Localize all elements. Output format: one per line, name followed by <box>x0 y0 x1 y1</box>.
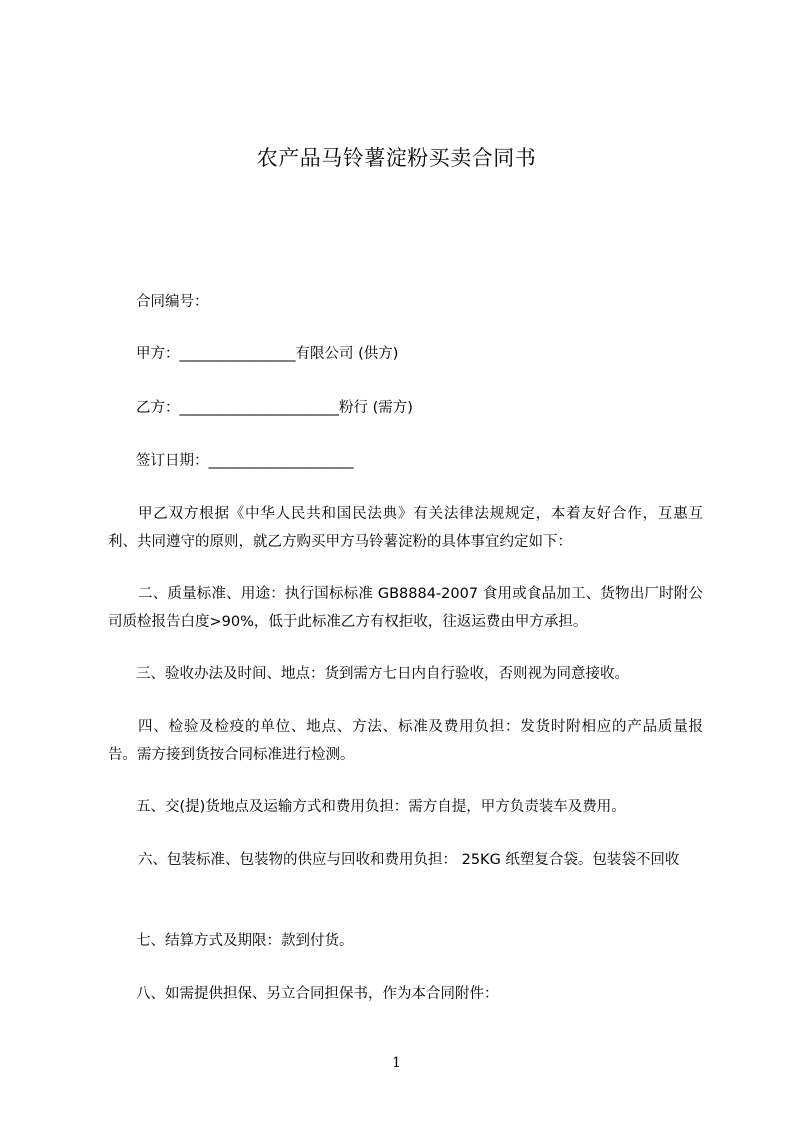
clause-delivery: 五、交(提)货地点及运输方式和费用负担：需方自提，甲方负责装车及费用。 <box>136 799 626 815</box>
contract-number-line: 合同编号： <box>136 294 209 310</box>
clause-settlement: 七、结算方式及期限：款到付货。 <box>136 933 354 949</box>
clause-quality-standard: 二、质量标准、用途：执行国标标准 GB8884-2007 食用或食品加工、货物出厂时附公司质检报告白度>90%，低于此标准乙方有权拒收，往返运费由甲方承担。 <box>108 586 703 630</box>
party-a-line: 甲方：________________有限公司 (供方) <box>136 346 399 362</box>
clause-inspection: 四、检验及检疫的单位、地点、方法、标准及费用负担：发货时附相应的产品质量报告。需方接到货按合同标准进行检测。 <box>108 719 703 763</box>
clause-acceptance: 三、验收办法及时间、地点：货到需方七日内自行验收，否则视为同意接收。 <box>136 666 629 682</box>
document-title: 农产品马铃薯淀粉买卖合同书 <box>256 146 537 170</box>
clause-packaging: 六、包装标准、包装物的供应与回收和费用负担： 25KG 纸塑复合袋。包装袋不回收 <box>138 852 680 868</box>
sign-date-line: 签订日期：____________________ <box>136 453 354 469</box>
clause-guarantee: 八、如需提供担保、另立合同担保书，作为本合同附件： <box>136 986 499 1002</box>
page-number: 1 <box>392 1055 401 1071</box>
party-b-line: 乙方：______________________粉行 (需方) <box>136 400 413 416</box>
intro-paragraph: 甲乙双方根据《中华人民共和国民法典》有关法律法规规定，本着友好合作，互惠互利、共同遵守的原则，就乙方购买甲方马铃薯淀粉的具体事宜约定如下： <box>108 506 703 550</box>
